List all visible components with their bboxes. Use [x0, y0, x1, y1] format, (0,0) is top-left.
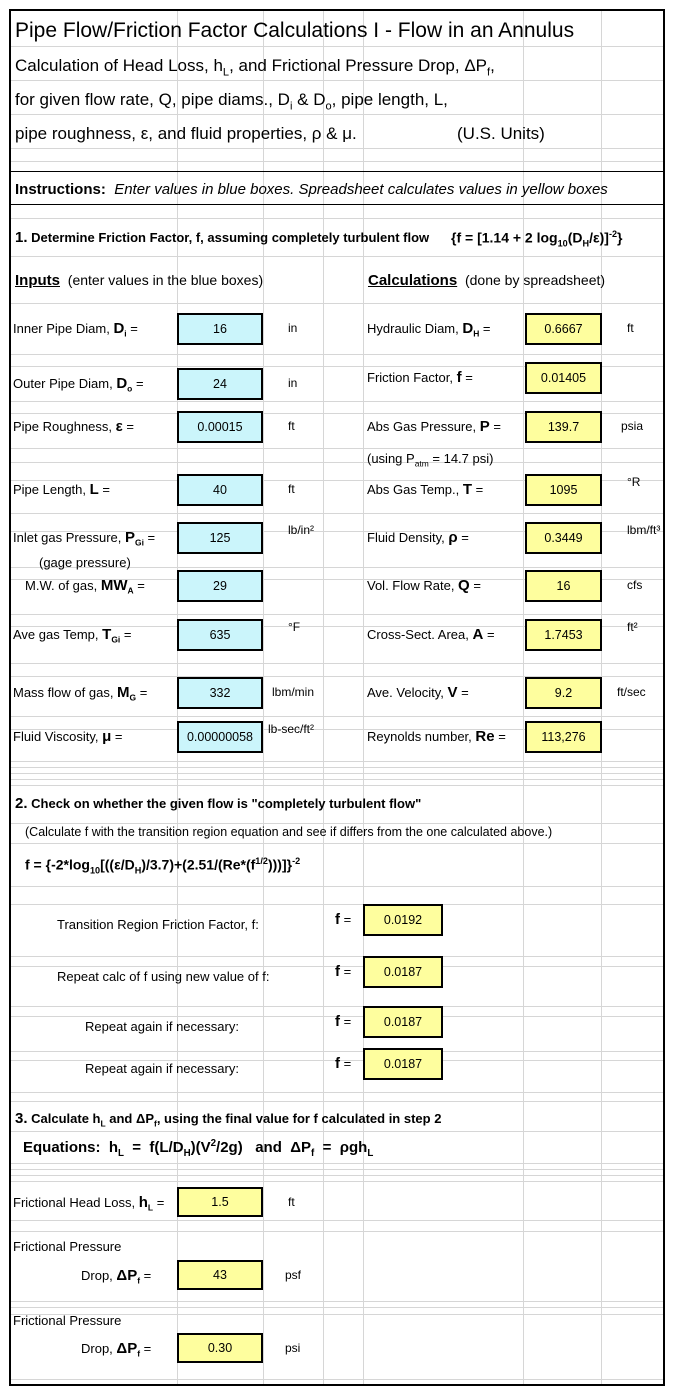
velocity-label: Ave. Velocity, V = — [367, 684, 469, 701]
roughness-unit: ft — [288, 419, 295, 433]
gridline — [11, 904, 663, 905]
fluid-density-label: Fluid Density, ρ = — [367, 529, 469, 546]
gridline — [11, 1231, 663, 1232]
step2-row-eq: f = — [335, 963, 352, 980]
step2-row-label: Repeat again if necessary: — [85, 1019, 239, 1034]
gridline — [11, 148, 663, 149]
abs-temp-unit: °R — [627, 475, 641, 489]
inlet-pressure-input[interactable]: 125 — [177, 522, 263, 554]
gridline — [263, 11, 264, 1384]
step2-row-eq: f = — [335, 1013, 352, 1030]
step2-row-label: Repeat again if necessary: — [85, 1061, 239, 1076]
gridline — [11, 46, 663, 47]
gridline — [11, 401, 663, 402]
inputs-header: Inputs (enter values in the blue boxes) — [15, 272, 264, 289]
gridline — [11, 1169, 663, 1170]
gridline — [11, 761, 663, 762]
head-loss-output: 1.5 — [177, 1187, 263, 1217]
patm-note: (using $P_{atm} = 14.7$ psi) — [367, 451, 494, 469]
abs-pressure-output: 139.7 — [525, 411, 602, 443]
gridline — [11, 80, 663, 81]
inner-diam-input[interactable]: 16 — [177, 313, 263, 345]
inner-diam-unit: in — [288, 321, 298, 335]
gas-temp-label: Ave gas Temp, $T_{Gi}$ = — [13, 626, 132, 645]
friction-factor-label: Friction Factor, f = — [367, 369, 473, 386]
mass-flow-unit: lbm/min — [272, 685, 315, 699]
gridline — [11, 114, 663, 115]
drop-psf-output: 43 — [177, 1260, 263, 1290]
abs-temp-label: Abs Gas Temp., T = — [367, 481, 484, 498]
drop-psi-output: 0.30 — [177, 1333, 263, 1363]
reynolds-label: Reynolds number, Re = — [367, 728, 506, 745]
hydraulic-diam-label: Hydraulic Diam, $D_H$ = — [367, 320, 491, 339]
gridline — [11, 1307, 663, 1308]
roughness-input[interactable]: 0.00015 — [177, 411, 263, 443]
drop-psi-unit: psi — [285, 1341, 301, 1355]
pipe-length-input[interactable]: 40 — [177, 474, 263, 506]
viscosity-label: Fluid Viscosity, μ = — [13, 728, 123, 745]
vol-flow-unit: cfs — [627, 578, 643, 592]
gridline — [11, 1301, 663, 1302]
velocity-output: 9.2 — [525, 677, 602, 709]
gridline — [11, 823, 663, 824]
vol-flow-label: Vol. Flow Rate, Q = — [367, 577, 481, 594]
molecular-weight-label: M.W. of gas, $MW_A$ = — [25, 577, 145, 596]
gridline — [11, 1163, 663, 1164]
gridline — [11, 1051, 663, 1052]
gridline — [11, 462, 663, 463]
step2-row-label: Repeat calc of f using new value of f: — [57, 969, 270, 984]
gridline — [363, 11, 364, 1384]
gridline — [11, 1092, 663, 1093]
area-output: 1.7453 — [525, 619, 602, 651]
gridline — [11, 1101, 663, 1102]
gridline — [11, 1006, 663, 1007]
molecular-weight-input[interactable]: 29 — [177, 570, 263, 602]
gas-temp-input[interactable]: 635 — [177, 619, 263, 651]
step1-heading: 1. Determine Friction Factor, f, assuming completely turbulent flow — [15, 229, 430, 246]
step3-heading: 3. Calculate $h_L$ and $\Delta P_f$, using the final value for f calculated in step 2 — [15, 1110, 442, 1129]
drop-psf-label-1: Frictional Pressure — [13, 1239, 122, 1254]
roughness-label: Pipe Roughness, ε = — [13, 418, 134, 435]
outer-diam-input[interactable]: 24 — [177, 368, 263, 400]
gridline — [11, 773, 663, 774]
area-label: Cross-Sect. Area, A = — [367, 626, 495, 643]
spreadsheet — [9, 9, 665, 1386]
gridline — [11, 1131, 663, 1132]
step2-heading: 2. Check on whether the given flow is "completely turbulent flow" — [15, 795, 422, 812]
mass-flow-label: Mass flow of gas, $M_G$ = — [13, 684, 148, 703]
subtitle-line-2: for given flow rate, Q, pipe diams., $D_i$ & $D_o$, pipe length, L, — [15, 90, 448, 113]
step2-friction-output: 0.0187 — [363, 1048, 443, 1080]
step2-equation: $f = \{-2*\log_{10}[((\varepsilon/D_H)/3.7)+(2.51/(Re*(f^{1/2})))]\}^{-2}$ — [25, 856, 301, 876]
step2-friction-output: 0.0187 — [363, 956, 443, 988]
area-unit: ft² — [627, 620, 638, 634]
drop-psf-label-2: Drop, $\Delta P_f$ = — [81, 1267, 152, 1286]
gage-pressure-note: (gage pressure) — [39, 555, 131, 570]
gridline — [11, 663, 663, 664]
viscosity-input[interactable]: 0.00000058 — [177, 721, 263, 753]
gridline — [11, 354, 663, 355]
gridline — [523, 11, 524, 1384]
viscosity-unit: lb-sec/ft² — [268, 722, 315, 736]
gridline — [11, 218, 663, 219]
calculations-header: Calculations (done by spreadsheet) — [368, 272, 606, 289]
instructions: Instructions: Enter values in blue boxes. Spreadsheet calculates values in yellow boxes — [15, 181, 608, 198]
fluid-density-unit: lbm/ft³ — [627, 523, 661, 537]
head-loss-label: Frictional Head Loss, $h_L$ = — [13, 1194, 165, 1213]
gridline — [11, 716, 663, 717]
gridline — [11, 779, 663, 780]
outer-diam-label: Outer Pipe Diam, $D_o$ = — [13, 375, 144, 394]
step2-friction-output: 0.0187 — [363, 1006, 443, 1038]
abs-pressure-label: Abs Gas Pressure, P = — [367, 418, 501, 435]
drop-psi-label-1: Frictional Pressure — [13, 1313, 122, 1328]
divider — [11, 204, 663, 205]
drop-psi-label-2: Drop, $\Delta P_f$ = — [81, 1340, 152, 1359]
inner-diam-label: Inner Pipe Diam, $D_i$ = — [13, 320, 138, 339]
gridline — [11, 785, 663, 786]
gridline — [11, 614, 663, 615]
hydraulic-diam-output: 0.6667 — [525, 313, 602, 345]
drop-psf-unit: psf — [285, 1268, 302, 1282]
gridline — [11, 303, 663, 304]
gridline — [11, 1379, 663, 1380]
outer-diam-unit: in — [288, 376, 298, 390]
gridline — [11, 513, 663, 514]
gridline — [11, 161, 663, 162]
reynolds-output: 113,276 — [525, 721, 602, 753]
gridline — [11, 1181, 663, 1182]
abs-pressure-unit: psia — [621, 419, 644, 433]
subtitle-line-3: pipe roughness, ε, and fluid properties, ρ & μ. — [15, 124, 357, 143]
gridline — [11, 1175, 663, 1176]
mass-flow-input[interactable]: 332 — [177, 677, 263, 709]
divider — [11, 171, 663, 172]
step2-friction-output: 0.0192 — [363, 904, 443, 936]
vol-flow-output: 16 — [525, 570, 602, 602]
step3-equations: Equations: $h_L = f(L/D_H)(V^2/2g)$ and $\Delta P_f = \rho gh_L$ — [23, 1138, 374, 1159]
gas-temp-unit: °F — [288, 620, 301, 634]
step2-note: (Calculate f with the transition region equation and see if differs from the one calculated above.) — [25, 825, 553, 839]
head-loss-unit: ft — [288, 1195, 295, 1209]
friction-factor-output: 0.01405 — [525, 362, 602, 394]
abs-temp-output: 1095 — [525, 474, 602, 506]
inlet-pressure-label: Inlet gas Pressure, $P_{Gi}$ = — [13, 529, 156, 548]
gridline — [11, 767, 663, 768]
inlet-pressure-unit: lb/in² — [288, 523, 315, 537]
pipe-length-unit: ft — [288, 482, 295, 496]
gridline — [323, 11, 324, 1384]
step2-row-eq: f = — [335, 911, 352, 928]
gridline — [11, 1220, 663, 1221]
units-label: (U.S. Units) — [457, 124, 545, 143]
fluid-density-output: 0.3449 — [525, 522, 602, 554]
step2-row-label: Transition Region Friction Factor, f: — [57, 917, 259, 932]
gridline — [11, 448, 663, 449]
subtitle-line-1: Calculation of Head Loss, $h_L$, and Frictional Pressure Drop, $\Delta P_f$, — [15, 56, 495, 79]
step1-equation: {f = [1.14 + 2 $\log_{10}(D_H/\varepsilon)]^{-2}$} — [451, 229, 623, 249]
step2-row-eq: f = — [335, 1055, 352, 1072]
velocity-unit: ft/sec — [617, 685, 646, 699]
page-title: Pipe Flow/Friction Factor Calculations I - Flow in an Annulus — [15, 19, 575, 42]
gridline — [11, 886, 663, 887]
pipe-length-label: Pipe Length, L = — [13, 481, 111, 498]
gridline — [11, 843, 663, 844]
hydraulic-diam-unit: ft — [627, 321, 634, 335]
gridline — [11, 256, 663, 257]
gridline — [11, 956, 663, 957]
